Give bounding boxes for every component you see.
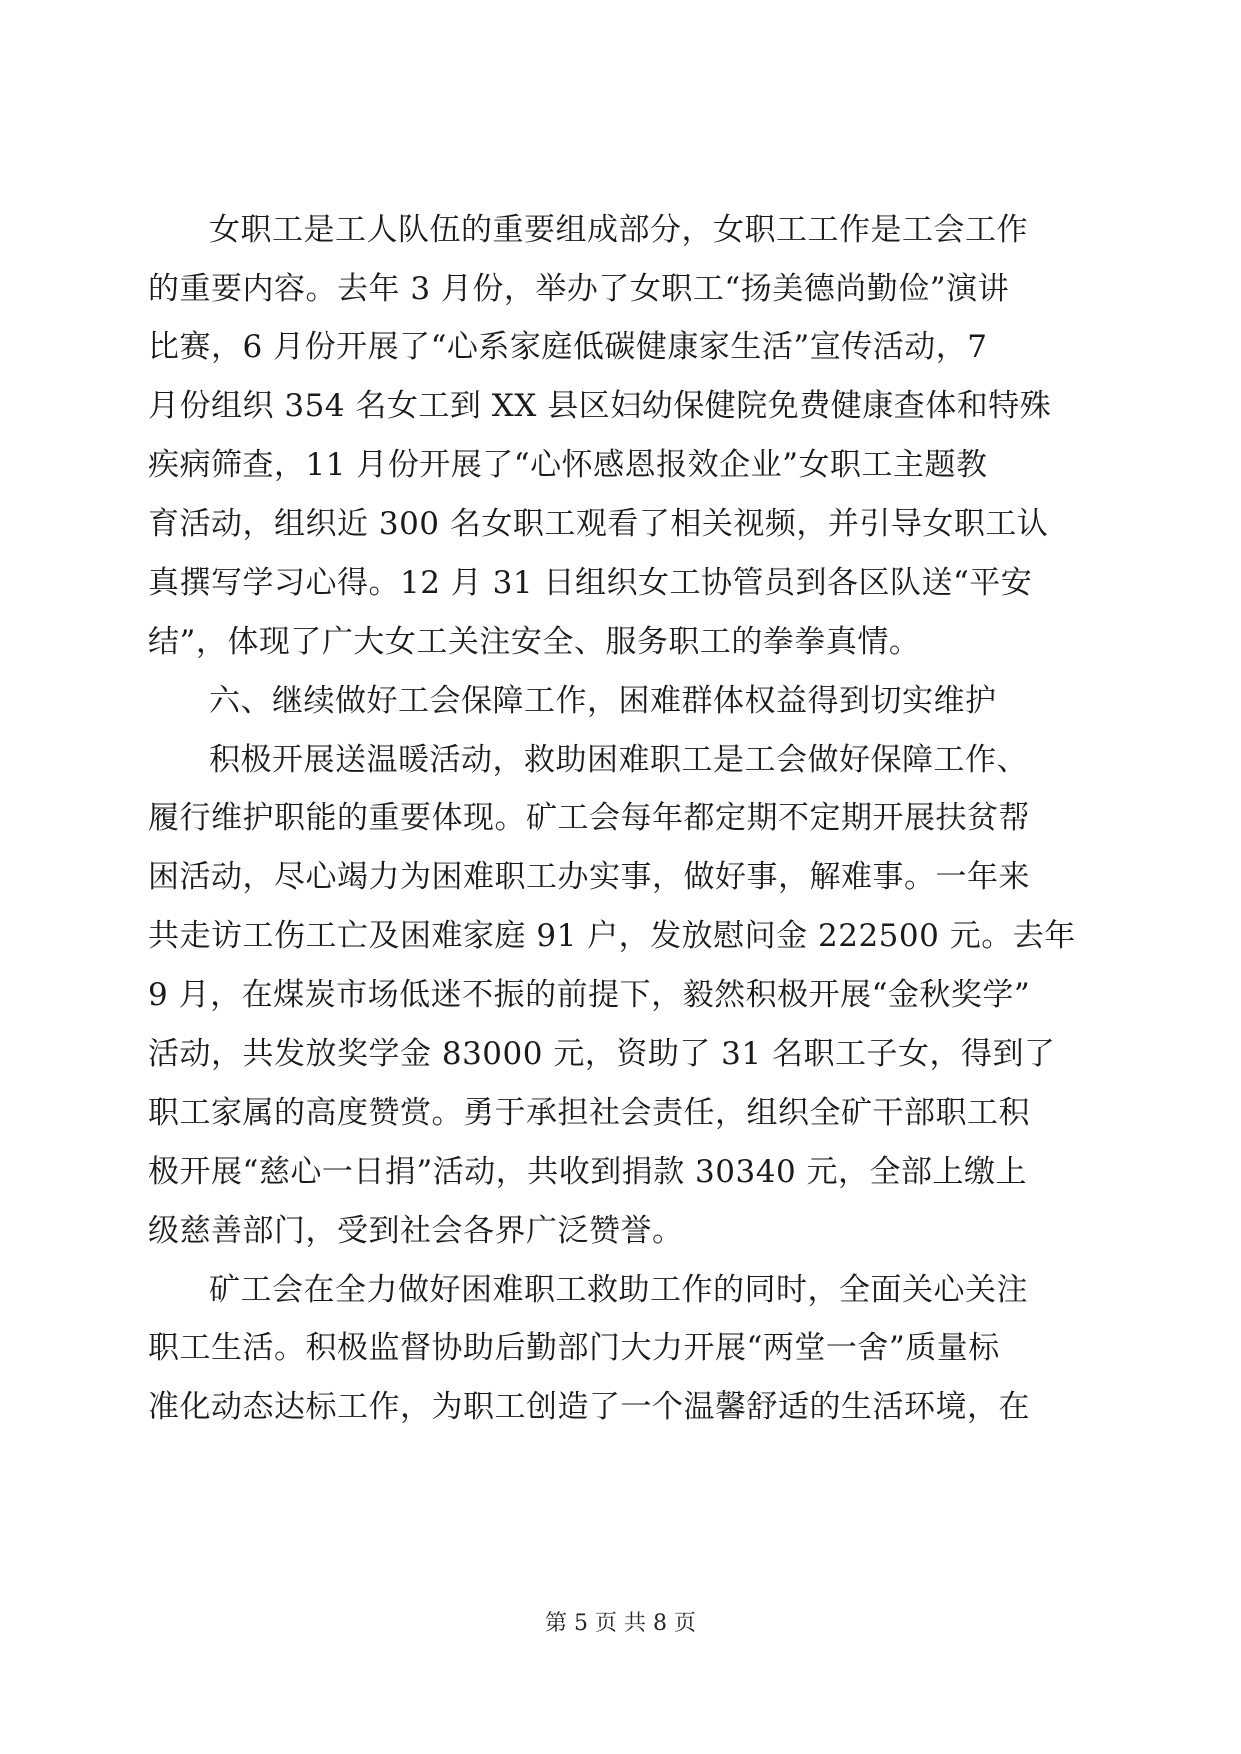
text-line: 月份组织 354 名女工到 XX 县区妇幼保健院免费健康查体和特殊 — [148, 388, 1052, 424]
text-line: 准化动态达标工作，为职工创造了一个温馨舒适的生活环境，在 — [148, 1389, 1030, 1425]
text-line: 比赛，6 月份开展了“心系家庭低碳健康家生活”宣传活动，7 — [148, 329, 988, 365]
text-line: 矿工会在全力做好困难职工救助工作的同时，全面关心关注 — [209, 1272, 1028, 1308]
text-line: 育活动，组织近 300 名女职工观看了相关视频，并引导女职工认 — [148, 506, 1049, 542]
text-line: 职工家属的高度赞赏。勇于承担社会责任，组织全矿干部职工积 — [148, 1095, 1030, 1131]
text-line: 真撰写学习心得。12 月 31 日组织女工协管员到各区队送“平安 — [148, 565, 1033, 601]
text-line: 积极开展送温暖活动，救助困难职工是工会做好保障工作、 — [209, 742, 1028, 778]
text-line: 极开展“慈心一日捐”活动，共收到捐款 30340 元，全部上缴上 — [148, 1154, 1028, 1190]
text-line: 9 月，在煤炭市场低迷不振的前提下，毅然积极开展“金秋奖学” — [148, 977, 1031, 1013]
text-line: 共走访工伤工亡及困难家庭 91 户，发放慰问金 222500 元。去年 — [148, 918, 1076, 954]
text-line: 履行维护职能的重要体现。矿工会每年都定期不定期开展扶贫帮 — [148, 800, 1030, 836]
text-line: 疾病筛查，11 月份开展了“心怀感恩报效企业”女职工主题教 — [148, 447, 988, 483]
text-line: 的重要内容。去年 3 月份，举办了女职工“扬美德尚勤俭”演讲 — [148, 271, 1010, 307]
text-line: 困活动，尽心竭力为困难职工办实事，做好事，解难事。一年来 — [148, 859, 1030, 895]
page-number-footer: 第 5 页 共 8 页 — [545, 1611, 696, 1636]
text-line: 职工生活。积极监督协助后勤部门大力开展“两堂一舍”质量标 — [148, 1330, 1000, 1366]
text-line: 活动，共发放奖学金 83000 元，资助了 31 名职工子女，得到了 — [148, 1036, 1056, 1072]
section-heading: 六、继续做好工会保障工作，困难群体权益得到切实维护 — [209, 683, 997, 719]
text-line: 级慈善部门，受到社会各界广泛赞誉。 — [148, 1213, 684, 1249]
text-line: 女职工是工人队伍的重要组成部分，女职工工作是工会工作 — [209, 212, 1028, 248]
text-line: 结”，体现了广大女工关注安全、服务职工的拳拳真情。 — [148, 624, 921, 660]
